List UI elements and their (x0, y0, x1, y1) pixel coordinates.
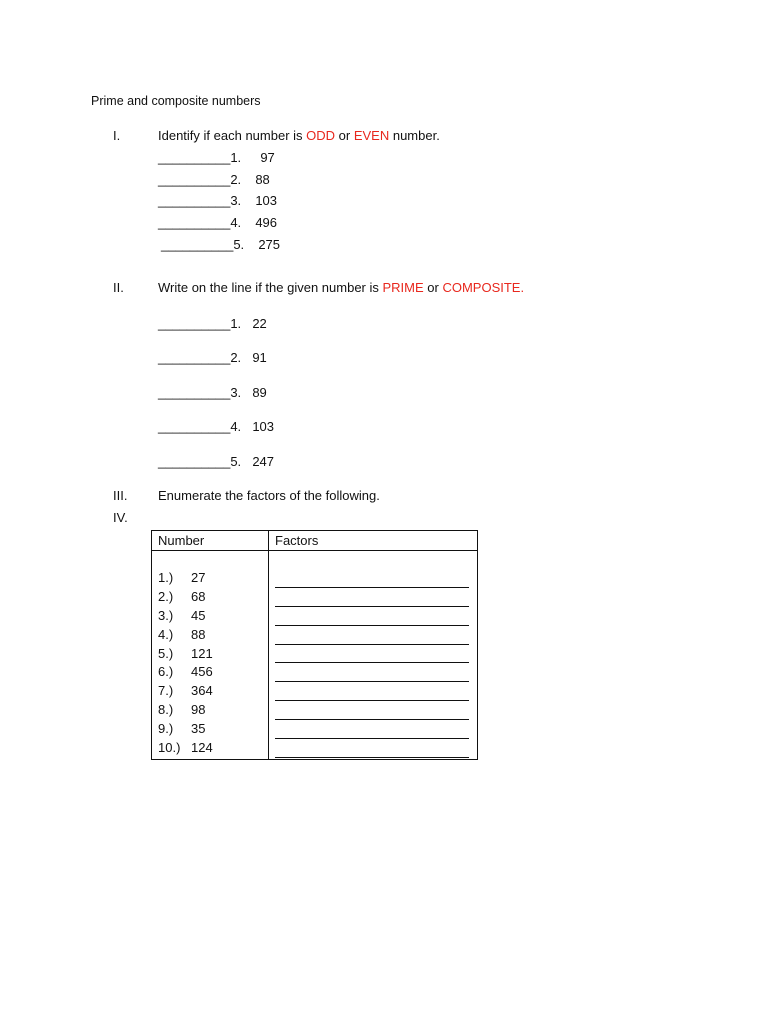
section-1-numeral: I. (113, 128, 121, 143)
table-row (158, 701, 268, 720)
factors-answer-line[interactable] (275, 626, 469, 645)
item-number: 2. (230, 172, 242, 187)
section-3-instruction: Enumerate the factors of the following. (158, 488, 380, 503)
item-value: 103 (252, 419, 275, 434)
answer-blank[interactable]: __________ (158, 172, 231, 187)
row-number: 10.) (158, 740, 181, 756)
table-row (158, 682, 268, 701)
row-number: 4.) (158, 626, 174, 642)
section-2-item[interactable] (158, 419, 274, 434)
instruction-text: Identify if each number is (158, 128, 307, 143)
odd-keyword: ODD (306, 128, 336, 143)
section-2-item[interactable] (158, 454, 274, 469)
item-number: 3. (230, 193, 242, 208)
instruction-text: Write on the line if the given number is (158, 280, 383, 295)
table-row (158, 588, 268, 607)
factors-answer-line[interactable] (275, 607, 469, 626)
table-body-row (152, 551, 478, 760)
header-number: Number (152, 531, 269, 551)
row-value: 27 (191, 570, 206, 585)
row-value: 364 (191, 683, 213, 699)
item-number: 2. (230, 350, 242, 365)
row-value: 456 (191, 664, 213, 680)
row-number: 9.) (158, 721, 174, 737)
table-header-row (152, 531, 478, 551)
row-value: 98 (191, 702, 206, 718)
answer-blank[interactable]: __________ (158, 454, 231, 469)
table-row (158, 720, 268, 739)
item-value: 496 (255, 215, 278, 230)
table-row (158, 663, 268, 682)
number-column (152, 551, 269, 760)
item-number: 1. (230, 316, 242, 331)
row-value: 35 (191, 721, 206, 737)
factors-column (269, 551, 478, 760)
factors-answer-line[interactable] (275, 701, 469, 720)
table-row (158, 607, 268, 626)
factors-table (151, 530, 478, 760)
factors-answer-line[interactable] (275, 663, 469, 682)
section-1-item[interactable] (158, 172, 270, 187)
item-value: 88 (255, 172, 270, 187)
instruction-connector: or (335, 128, 354, 143)
row-value: 121 (191, 645, 213, 661)
table-row (158, 739, 268, 758)
factors-answer-line[interactable] (275, 720, 469, 739)
row-number: 6.) (158, 664, 174, 680)
section-1-instruction (158, 128, 440, 143)
even-keyword: EVEN (353, 128, 390, 143)
instruction-text-end: number. (389, 128, 440, 143)
row-number: 5.) (158, 645, 174, 661)
factors-answer-line[interactable] (275, 645, 469, 664)
answer-blank[interactable]: __________ (158, 419, 231, 434)
item-value: 22 (252, 316, 267, 331)
prime-keyword: PRIME (382, 280, 424, 295)
item-number: 4. (230, 215, 242, 230)
composite-keyword: COMPOSITE. (442, 280, 525, 295)
factors-answer-line[interactable] (275, 569, 469, 588)
factors-answer-line[interactable] (275, 588, 469, 607)
table-row (158, 626, 268, 645)
item-value: 97 (260, 150, 275, 165)
item-value: 275 (258, 237, 281, 252)
answer-blank[interactable]: __________ (158, 215, 231, 230)
page-title: Prime and composite numbers (91, 94, 261, 108)
table-row (158, 645, 268, 664)
item-number: 1. (230, 150, 242, 165)
answer-blank[interactable]: __________ (158, 193, 231, 208)
answer-blank[interactable]: __________ (161, 237, 234, 252)
item-number: 3. (230, 385, 242, 400)
factors-answer-line[interactable] (275, 739, 469, 758)
factors-answer-line[interactable] (275, 682, 469, 701)
row-number: 2.) (158, 588, 174, 604)
section-1-item[interactable] (161, 237, 280, 252)
item-number: 4. (230, 419, 242, 434)
row-value: 68 (191, 588, 206, 604)
section-2-item[interactable] (158, 316, 267, 331)
section-1-item[interactable] (158, 150, 275, 165)
row-number: 8.) (158, 702, 174, 718)
section-4-numeral: IV. (113, 510, 128, 525)
item-number: 5. (233, 237, 245, 252)
header-factors: Factors (269, 531, 478, 551)
row-value: 88 (191, 626, 206, 642)
section-3-numeral: III. (113, 488, 128, 503)
instruction-connector: or (423, 280, 443, 295)
table-row (158, 569, 268, 588)
section-1-item[interactable] (158, 215, 277, 230)
item-value: 89 (252, 385, 267, 400)
row-number: 1.) (158, 570, 174, 585)
answer-blank[interactable]: __________ (158, 316, 231, 331)
row-number: 3.) (158, 607, 174, 623)
row-number: 7.) (158, 683, 174, 699)
section-2-instruction (158, 280, 524, 295)
section-2-item[interactable] (158, 350, 267, 365)
section-1-item[interactable] (158, 193, 277, 208)
item-value: 247 (252, 454, 275, 469)
item-value: 91 (252, 350, 267, 365)
section-2-item[interactable] (158, 385, 267, 400)
item-value: 103 (255, 193, 278, 208)
section-2-numeral: II. (113, 280, 124, 295)
row-value: 124 (191, 740, 213, 756)
item-number: 5. (230, 454, 242, 469)
answer-blank[interactable]: __________ (158, 350, 231, 365)
answer-blank[interactable]: __________ (158, 385, 231, 400)
answer-blank[interactable]: __________ (158, 150, 231, 165)
row-value: 45 (191, 607, 206, 623)
